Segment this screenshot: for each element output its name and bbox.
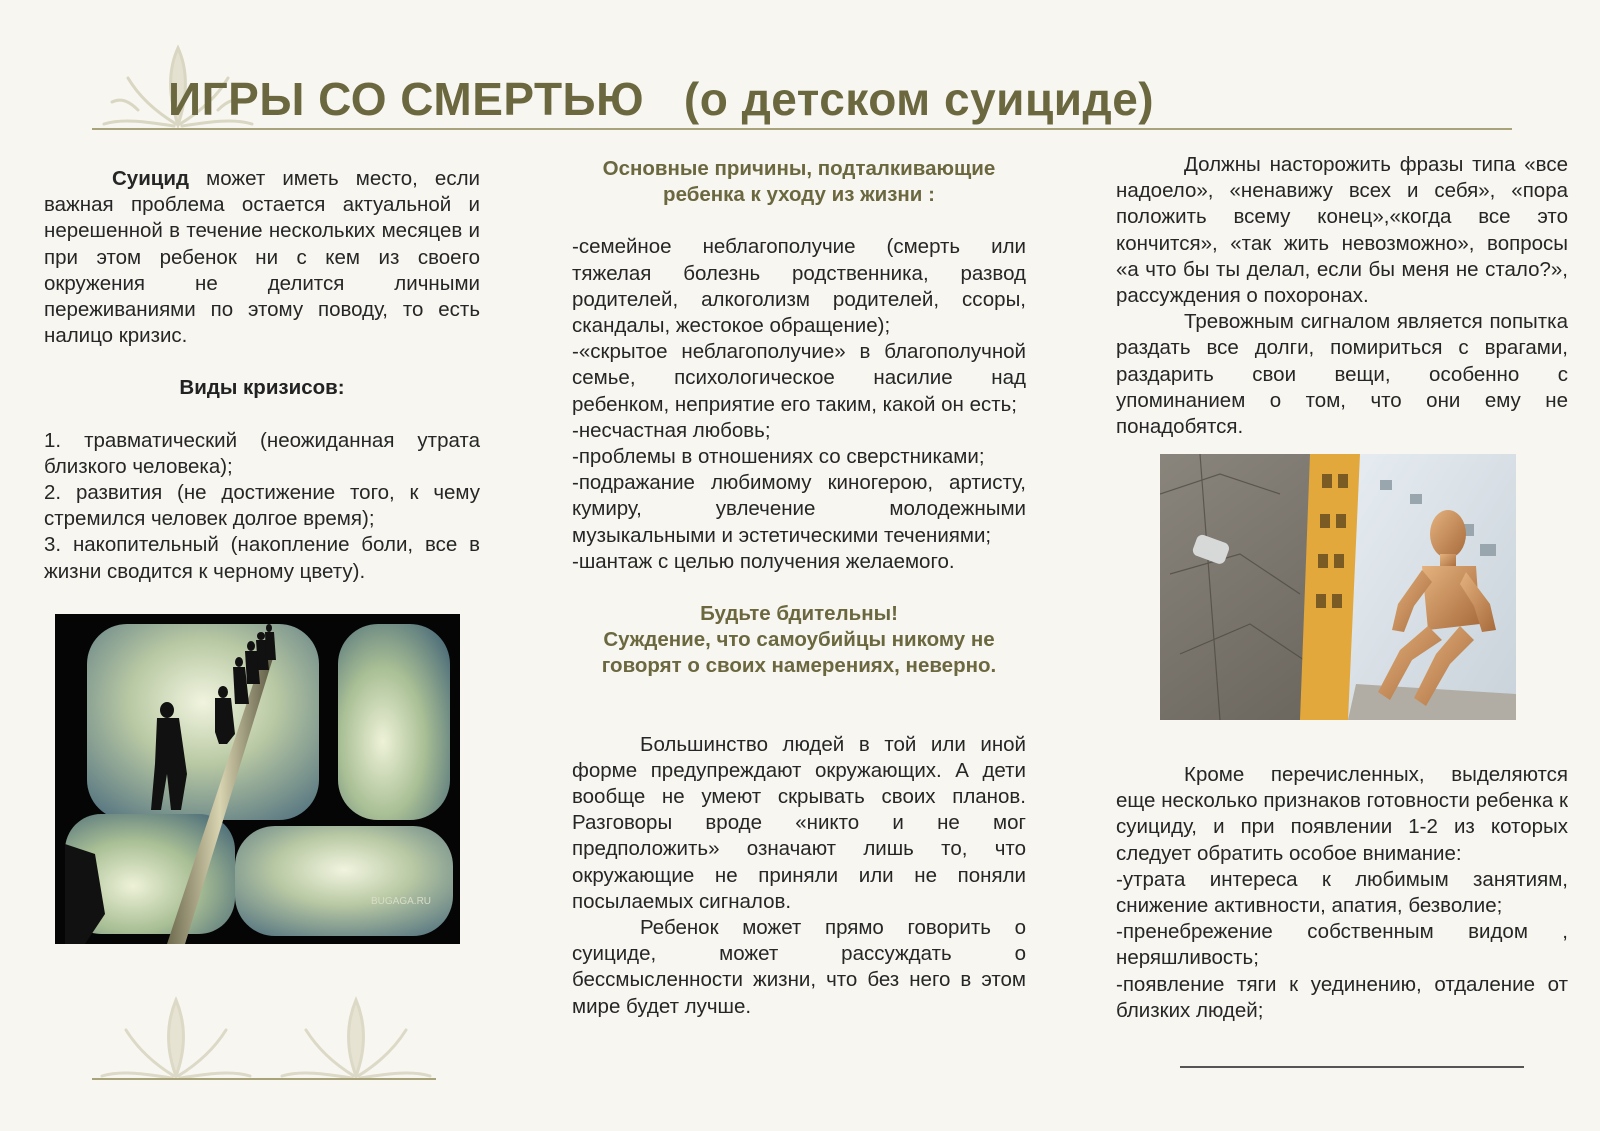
warning-statement: Суждение, что самоубийцы никому не говорят о своих намерениях, неверно. [601, 628, 997, 678]
intro-text: может иметь место, если важная проблема остается актуальной и нерешенной в течение нескольких месяцев и при этом ребенок ни с кем из своего окружения не делится личными переживаниями по этому поводу, то есть налицо кризис. [44, 167, 480, 348]
crisis-item: 2. развития (не достижение того, к чему стремился человек долгое время); [44, 481, 480, 531]
floral-ornament-icon [96, 994, 436, 1080]
intro-paragraph [44, 166, 480, 349]
sky-collage-photo [55, 614, 460, 944]
crisis-types-heading: Виды кризисов: [179, 376, 345, 400]
signs-intro-paragraph: Кроме перечисленных, выделяются еще несколько признаков готовности ребенка к суициду, и при появлении 1-2 из которых следует обратить особое внимание: [1116, 763, 1568, 865]
left-column [44, 166, 480, 585]
reasons-heading: Основные причины, подталкивающие ребенка к уходу из жизни : [602, 157, 996, 207]
reason-item: -«скрытое неблагополучие» в благополучной семье, психологическое насилие над ребенком, неприятие его таким, какой он есть; [572, 340, 1026, 416]
alarm-signal-paragraph: Тревожным сигналом является попытка раздать все долги, помириться с врагами, раздарить свои вещи, особенно с упоминанием о том, что они ему не понадобятся. [1116, 310, 1568, 439]
photo-watermark: BUGAGA.RU [371, 896, 432, 907]
reason-item: -проблемы в отношениях со сверстниками; [572, 445, 985, 469]
intro-bold-term: Суицид [112, 167, 190, 190]
right-column-top [1116, 152, 1568, 440]
reason-item: -подражание любимому киногерою, артисту, кумиру, увлечение молодежными музыкальными и эстетическими течениями; [572, 471, 1026, 547]
sign-item: -появление тяги к уединению, отдаление от близких людей; [1116, 972, 1568, 1022]
alarm-phrases-paragraph: Должны насторожить фразы типа «все надоело», «ненавижу всех и себя», «пора положить всему конец»,«когда все это кончится», «так жить невозможно», вопросы «а что бы ты делал, если бы меня не стало?», рассуждения о похоронах. [1116, 153, 1568, 308]
right-column-bottom [1116, 762, 1568, 1024]
warning-paragraph: Ребенок может прямо говорить о суициде, может рассуждать о бессмысленности жизни, что без него в этом мире будет лучше. [572, 916, 1026, 1018]
warning-paragraph: Большинство людей в той или иной форме предупреждают окружающих. А дети вообще не умеют скрывать своих планов. Разговоры вроде «никто и не мог предположить» означают лишь то, что окружающие не приняли или не поняли посылаемых сигналов. [572, 732, 1026, 913]
reason-item: -несчастная любовь; [572, 418, 771, 442]
crisis-item: 3. накопительный (накопление боли, все в жизни сводится к черному цвету). [44, 533, 480, 583]
mannequin-on-roof-photo [1160, 454, 1516, 720]
reason-item: -семейное неблагополучие (смерть или тяжелая болезнь родственника, развод родителей, алкоголизм родителей, ссоры, скандалы, жестокое обращение); [572, 235, 1026, 338]
bottom-divider-left [92, 1078, 436, 1080]
title-divider [92, 128, 1512, 130]
sign-item: -утрата интереса к любимым занятиям, снижение активности, апатия, безволие; [1116, 867, 1568, 918]
sign-item: -пренебрежение собственным видом , неряшливость; [1116, 920, 1568, 970]
crisis-item: 1. травматический (неожиданная утрата близкого человека); [44, 428, 480, 478]
middle-column [572, 156, 1026, 1020]
reason-item: -шантаж с целью получения желаемого. [572, 549, 955, 573]
warning-heading: Будьте бдительны! [700, 602, 898, 626]
bottom-divider-right [1180, 1066, 1524, 1068]
page-title: ИГРЫ СО СМЕРТЬЮ (о детском суициде) [168, 73, 1155, 125]
